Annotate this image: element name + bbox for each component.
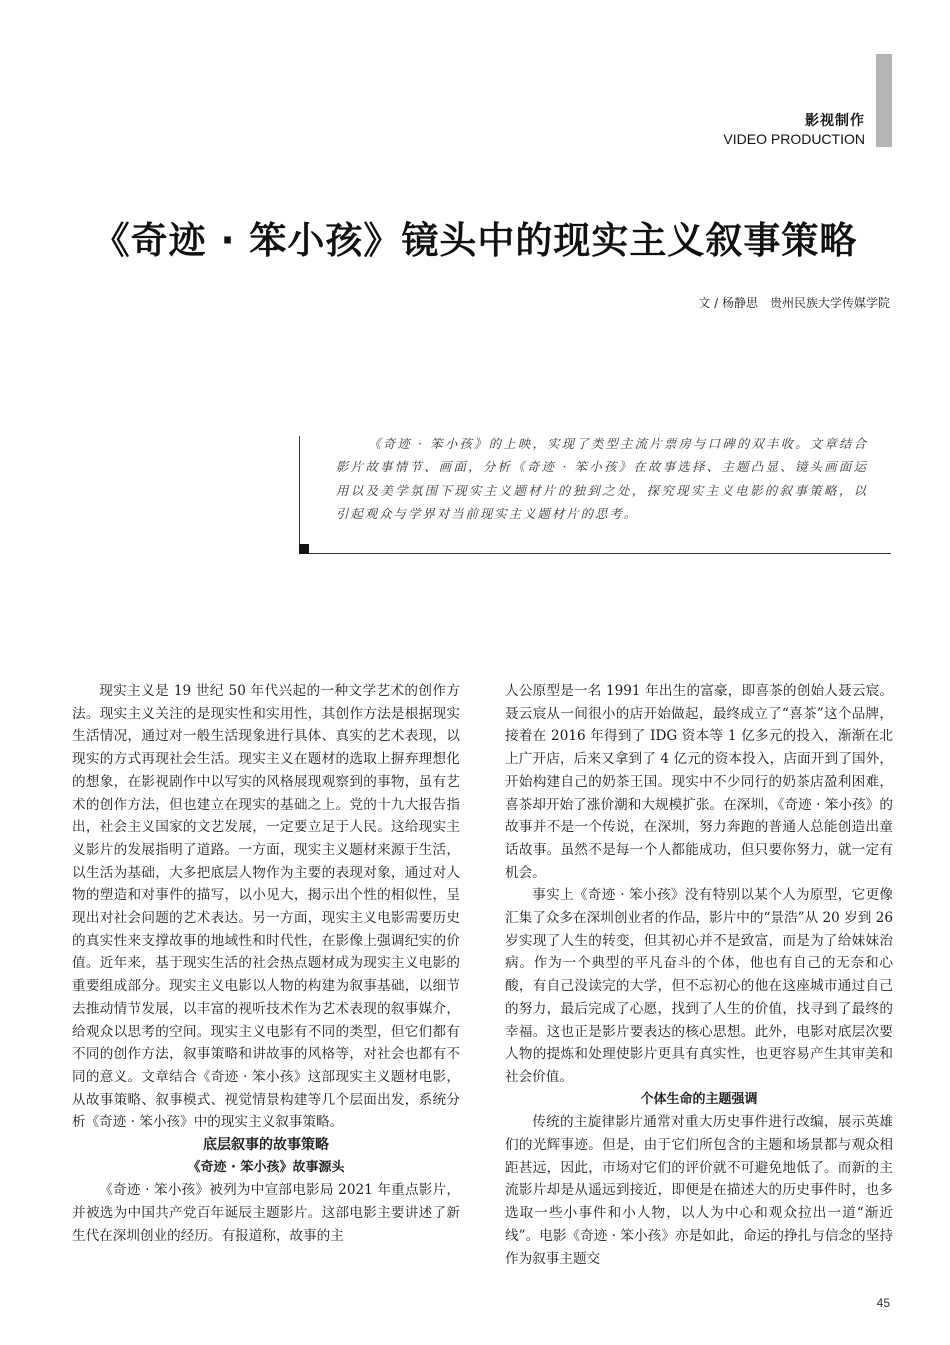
abstract-corner-square xyxy=(299,544,309,554)
section-heading: 个体生命的主题强调 xyxy=(640,1091,758,1107)
body-paragraph: 人公原型是一名 1991 年出生的富豪，即喜茶的创始人聂云宸。聂云宸从一间很小的店开始做起，最终成立了“喜茶”这个品牌，接着在 2016 年得到了 IDG 资本等 1 亿多元的投入，渐渐在北上广开店，后来又拿到了 4 亿元的资本投入，店面开到了国外，开始构建自己的奶茶王国。现实中不少同行的奶茶店盈利困难，喜茶却开始了涨价潮和大规模扩张。在深圳，《奇迹 · 笨小孩》的故事并不是一个传说，在深圳，努力奔跑的普通人总能创造出童话故事。虽然不是每一个人都能成功，但只要你努力，就一定有机会。 xyxy=(505,683,893,881)
abstract-border-bottom xyxy=(299,553,891,554)
author-byline: 文 / 杨静思 贵州民族大学传媒学院 xyxy=(698,296,890,310)
abstract-border-left xyxy=(299,436,300,554)
body-paragraph: 现实主义是 19 世纪 50 年代兴起的一种文学艺术的创作方法。现实主义关注的是现实性和实用性，其创作方法是根据现实生活情况，通过对一般生活现象进行具体、真实的艺术表现，以现实的方式再现社会生活。现实主义在题材的选取上摒弃理想化的想象，在影视剧作中以写实的风格展现观察到的事物，虽有艺术的创作方法，但也建立在现实的基础之上。党的十九大报告指出，社会主义国家的文艺发展，一定要立足于人民。这给现实主义影片的发展指明了道路。一方面，现实主义题材来源于生活，以生活为基础，大多把底层人物作为主要的表现对象，通过对人物的塑造和对事件的描写，以小见大，揭示出个性的相似性，呈现出对社会问题的艺术表达。另一方面，现实主义电影需要历史的真实性来支撑故事的地域性和时代性，在影像上强调纪实的价值。近年来，基于现实生活的社会热点题材成为现实主义电影的重要组成部分。现实主义电影以人物的构建为叙事基础，以细节去推动情节发展，以丰富的视听技术作为艺术表现的叙事媒介，给观众以思考的空间。现实主义电影有不同的类型，但它们都有不同的创作方法，叙事策略和讲故事的风格等，对社会也都有不同的意义。文章结合《奇迹 · 笨小孩》这部现实主义题材电影，从故事策略、叙事模式、视觉情景构建等几个层面出发，系统分析《奇迹 · 笨小孩》中的现实主义叙事策略。 xyxy=(72,683,460,1131)
body-column-right xyxy=(505,680,893,1270)
page-number: 45 xyxy=(876,1296,890,1310)
section-label-cn: 影视制作 xyxy=(805,113,865,129)
section-marker-bar xyxy=(876,54,892,147)
body-paragraph: 《奇迹 · 笨小孩》被列为中宣部电影局 2021 年重点影片，并被选为中国共产党百年诞辰主题影片。这部电影主要讲述了新生代在深圳创业的经历。有报道称，故事的主 xyxy=(72,1182,460,1244)
section-heading: 底层叙事的故事策略 xyxy=(203,1137,329,1154)
body-column-left xyxy=(72,680,460,1248)
subsection-heading: 《奇迹 · 笨小孩》故事源头 xyxy=(187,1159,345,1175)
abstract-text: 《奇迹 · 笨小孩》的上映，实现了类型主流片票房与口碑的双丰收。文章结合影片故事情节、画面，分析《奇迹 · 笨小孩》在故事选择、主题凸显、镜头画面运用以及美学氛围下现实主义题材片的独到之处，探究现实主义电影的叙事策略，以引起观众与学界对当前现实主义题材片的思考。 xyxy=(336,436,868,521)
article-title: 《奇迹 · 笨小孩》镜头中的现实主义叙事策略 xyxy=(92,219,858,262)
body-paragraph: 传统的主旋律影片通常对重大历史事件进行改编，展示英雄们的光辉事迹。但是，由于它们所包含的主题和场景都与观众相距甚远，因此，市场对它们的评价就不可避免地低了。而新的主流影片却是从遥远到接近，即便是在描述大的历史事件时，也多选取一些小事件和小人物，以人为中心和观众拉出一道“渐近线”。电影《奇迹 · 笨小孩》亦是如此，命运的挣扎与信念的坚持作为叙事主题交 xyxy=(505,1114,893,1267)
section-label-en: VIDEO PRODUCTION xyxy=(723,131,865,147)
body-paragraph: 事实上《奇迹 · 笨小孩》没有特别以某个人为原型，它更像汇集了众多在深圳创业者的作品，影片中的“景浩”从 20 岁到 26 岁实现了人生的转变，但其初心并不是致富，而是为了给妹妹治病。作为一个典型的平凡奋斗的个体，他也有自己的无奈和心酸，有自己没读完的大学，但不忘初心的他在这座城市通过自己的努力，最后完成了心愿，找到了人生的价值，找寻到了最终的幸福。这也正是影片要表达的核心思想。此外，电影对底层次要人物的提炼和处理使影片更具有真实性，也更容易产生其审美和社会价值。 xyxy=(505,887,893,1085)
